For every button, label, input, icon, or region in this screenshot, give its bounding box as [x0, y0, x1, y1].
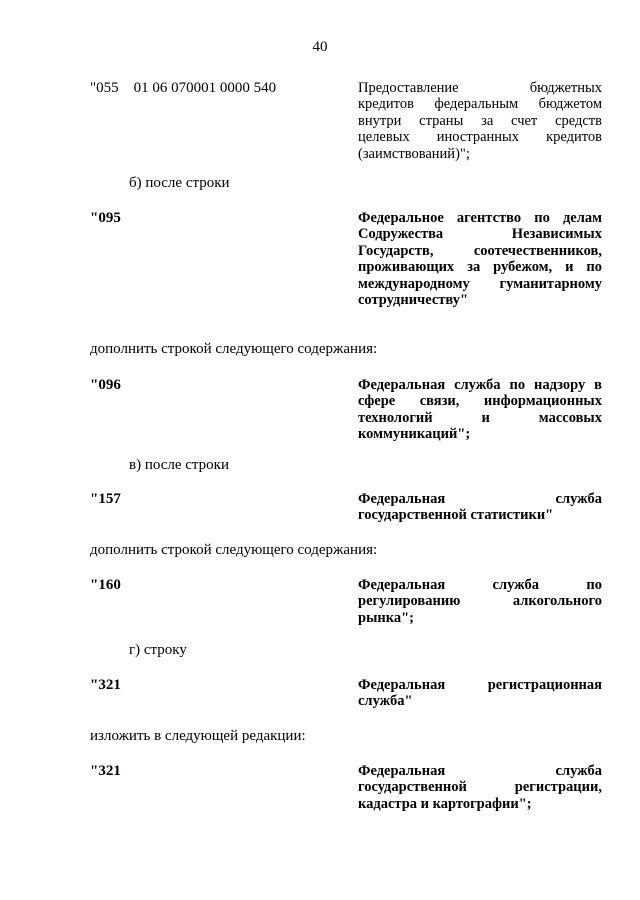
- budget-code-160: "160: [90, 577, 121, 593]
- desc-line: рынка";: [358, 609, 415, 626]
- desc-line: Федеральная служба по надзору в: [358, 377, 602, 393]
- budget-description-321-new: [358, 763, 602, 812]
- budget-description-157: [358, 491, 602, 524]
- desc-line: международному гуманитарному: [358, 275, 602, 292]
- budget-code-321-old: "321: [90, 677, 121, 693]
- desc-line: Федеральная служба: [358, 491, 602, 507]
- desc-line: государственной регистрации,: [358, 779, 602, 796]
- budget-code-157: "157: [90, 491, 121, 507]
- paragraph-v-after-row: в) после строки: [129, 457, 229, 473]
- desc-line: Федеральная служба: [358, 763, 602, 779]
- budget-code-095: "095: [90, 210, 121, 226]
- desc-line: целевых иностранных кредитов: [358, 129, 602, 146]
- paragraph-add-row-2: дополнить строкой следующего содержания:: [90, 542, 378, 558]
- page-number: 40: [312, 39, 328, 55]
- desc-line: Государств, соотечественников,: [358, 242, 602, 259]
- desc-line: Федеральное агентство по делам: [358, 210, 602, 226]
- desc-line: служба": [358, 693, 413, 710]
- budget-code-096: "096: [90, 377, 121, 393]
- budget-description-321-old: [358, 677, 602, 710]
- budget-code-321-new: "321: [90, 763, 121, 779]
- paragraph-add-row-1: дополнить строкой следующего содержания:: [90, 341, 378, 357]
- desc-line: Предоставление бюджетных: [358, 80, 602, 96]
- desc-line: кредитов федеральным бюджетом: [358, 96, 602, 113]
- desc-line: проживающих за рубежом, и по: [358, 259, 602, 276]
- desc-line: кадастра и картографии";: [358, 795, 532, 812]
- desc-line: сотрудничеству": [358, 292, 469, 309]
- paragraph-set-out: изложить в следующей редакции:: [90, 728, 306, 744]
- desc-line: Федеральная регистрационная: [358, 677, 602, 693]
- budget-code-055: "055 01 06 070001 0000 540: [90, 80, 277, 96]
- desc-line: (заимствований)";: [358, 145, 470, 162]
- budget-description-095: [358, 210, 602, 308]
- desc-line: технологий и массовых: [358, 409, 602, 426]
- desc-line: Федеральная служба по: [358, 577, 602, 593]
- paragraph-b-after-row: б) после строки: [129, 175, 230, 191]
- desc-line: внутри страны за счет средств: [358, 112, 602, 129]
- desc-line: государственной статистики": [358, 507, 554, 524]
- desc-line: Содружества Независимых: [358, 226, 602, 243]
- desc-line: коммуникаций";: [358, 426, 471, 443]
- budget-description-160: [358, 577, 602, 626]
- budget-description-055: [358, 80, 602, 162]
- desc-line: сфере связи, информационных: [358, 393, 602, 410]
- budget-description-096: [358, 377, 602, 443]
- desc-line: регулированию алкогольного: [358, 593, 602, 610]
- paragraph-g-row: г) строку: [129, 642, 187, 658]
